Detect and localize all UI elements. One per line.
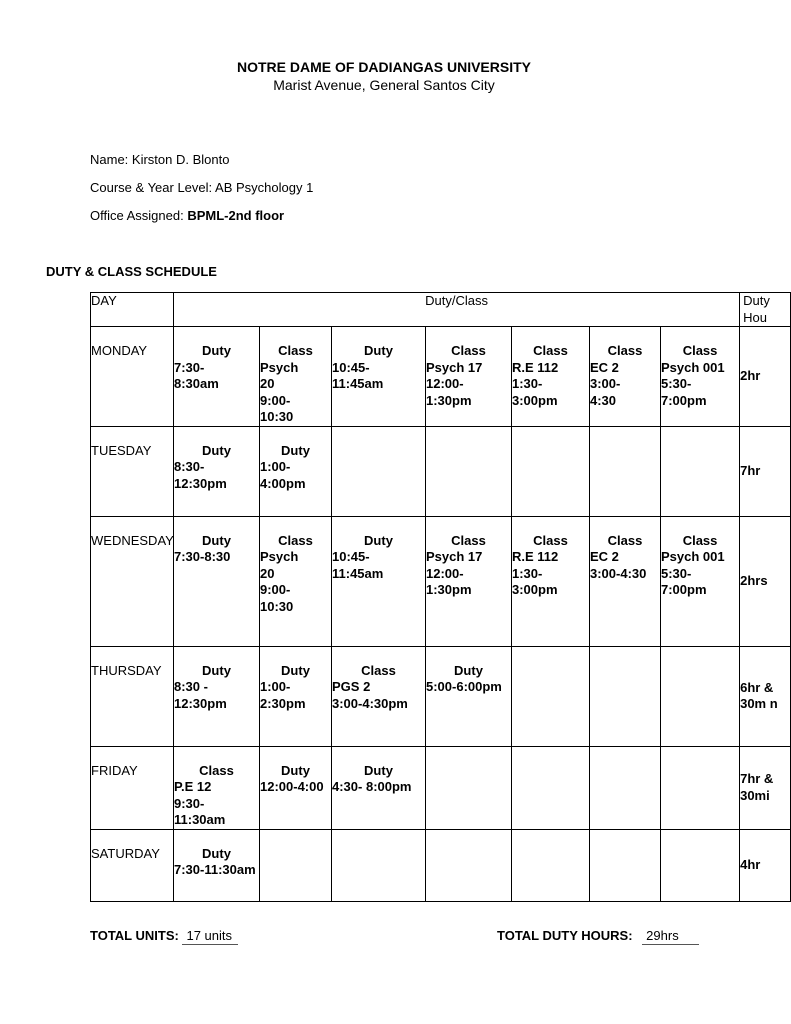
slot-detail: 10:30 [260,598,294,614]
slot-detail: 3:00pm [512,582,558,597]
slot-cell [174,426,260,516]
duty-hours-cell: 2hr [740,327,791,427]
slot-detail: 11:45am [332,565,384,581]
slot-detail: 11:30am [174,812,226,827]
slot-detail: EC 2 [590,549,619,564]
header-row [91,293,791,327]
slot-cell [590,516,661,646]
slot-cell [426,327,512,427]
schedule-row [91,426,791,516]
slot-cell [332,426,426,516]
slot-detail: 1:00- [260,679,291,694]
total-duty-label: TOTAL DUTY HOURS: [497,928,633,943]
slot-detail: 4:30- 8:00pm [332,779,412,794]
slot-detail: Psych [260,359,299,375]
total-duty-hours [497,928,699,945]
slot-detail: 20 [260,565,275,581]
duty-hours-cell: 4hr [740,829,791,901]
header-duty-class: Duty/Class [174,293,740,327]
schedule-row [91,516,791,646]
course-line [90,180,313,195]
slot-type: Class [682,343,718,358]
slot-cell [260,829,332,901]
slot-type: Class [607,532,643,548]
slot-detail: 9:00- [260,582,291,597]
slot-detail: 3:00-4:30 [590,565,647,581]
slot-type: Duty [364,532,393,548]
office-value: BPML-2nd floor [187,208,285,223]
slot-type: Class [278,532,313,548]
slot-cell [426,516,512,646]
slot-cell [332,746,426,829]
slot-cell [590,646,661,746]
slot-type: Duty [202,343,231,358]
header-day: DAY [91,293,174,327]
slot-cell [590,746,661,829]
slot-type: Duty [281,762,310,778]
slot-detail: 7:30-11:30am [174,862,256,877]
slot-type: Duty [281,442,310,458]
course-label: Course & Year Level: [90,180,213,195]
slot-detail: 9:00- [260,392,291,408]
slot-cell [260,327,332,427]
schedule-row [91,746,791,829]
slot-type: Duty [202,442,231,458]
slot-detail: Psych 17 [426,359,483,375]
slot-cell [332,327,426,427]
schedule-row [91,646,791,746]
slot-cell [512,516,590,646]
header-hours: Duty Hou [740,293,791,327]
duty-hours-cell: 6hr & 30m n [740,646,791,746]
schedule-title: DUTY & CLASS SCHEDULE [46,264,217,279]
slot-cell [590,829,661,901]
slot-cell [590,426,661,516]
slot-cell [512,426,590,516]
slot-detail: 10:45- [332,549,370,564]
slot-cell [661,516,740,646]
slot-cell [661,829,740,901]
slot-type: Class [607,343,643,358]
slot-detail: 7:30- [174,359,205,375]
slot-cell [174,327,260,427]
slot-cell [332,646,426,746]
schedule-body [91,327,791,902]
slot-type: Duty [364,762,393,778]
slot-detail: 7:00pm [661,392,707,408]
slot-detail: PGS 2 [332,679,371,694]
total-duty-value: 29hrs [642,928,699,945]
slot-detail: R.E 112 [512,549,559,564]
slot-detail: 12:00-4:00 [260,779,324,794]
slot-detail: 20 [260,376,275,391]
slot-cell [332,516,426,646]
slot-detail: 11:45am [332,376,384,391]
slot-type: Duty [454,662,483,678]
slot-type: Class [451,532,486,548]
office-label: Office Assigned: [90,208,184,223]
slot-cell [174,516,260,646]
slot-detail: 1:30- [512,376,543,391]
slot-detail: 1:30pm [426,582,472,597]
slot-type: Class [682,532,718,548]
day-cell: SATURDAY [91,829,174,901]
slot-detail: 12:00- [426,376,464,391]
slot-detail: 8:30am [174,376,219,391]
slot-type: Class [533,532,568,548]
slot-cell [590,327,661,427]
slot-type: Duty [364,343,393,358]
total-units-value: 17 units [182,928,238,945]
slot-detail: 8:30 - [174,679,208,694]
slot-detail: EC 2 [590,359,619,375]
slot-detail: Psych [260,549,299,564]
slot-detail: 3:00-4:30pm [332,695,408,711]
university-name: NOTRE DAME OF DADIANGAS UNIVERSITY [236,59,531,75]
name-label: Name: [90,152,129,167]
slot-detail: 1:00- [260,459,291,474]
slot-detail: 4:30 [590,392,617,408]
slot-type: Duty [281,662,310,678]
slot-type: Class [451,343,486,358]
slot-type: Class [533,343,568,358]
slot-cell [512,646,590,746]
slot-cell [426,646,512,746]
day-cell: FRIDAY [91,746,174,829]
slot-detail: 1:30pm [426,392,472,408]
slot-type: Class [361,662,396,678]
slot-detail: 2:30pm [260,695,306,711]
slot-detail: 7:30-8:30 [174,549,231,564]
slot-detail: Psych 001 [661,549,725,564]
slot-type: Class [278,343,313,358]
slot-type: Class [199,762,234,778]
slot-cell [174,829,260,901]
slot-detail: 5:30- [661,376,692,391]
slot-cell [426,829,512,901]
slot-type: Duty [202,532,231,548]
slot-detail: 12:30pm [174,695,227,711]
duty-hours-cell: 7hr & 30mi [740,746,791,829]
slot-detail: 12:30pm [174,475,227,491]
day-cell: WEDNESDAY [91,516,174,646]
slot-detail: 7:00pm [661,582,707,597]
slot-cell [661,327,740,427]
slot-detail: 9:30- [174,795,205,811]
slot-detail: Psych 17 [426,549,483,564]
slot-cell [426,746,512,829]
day-cell: MONDAY [91,327,174,427]
schedule-row [91,829,791,901]
slot-cell [426,426,512,516]
total-units [90,928,238,945]
student-name-line [90,152,229,167]
schedule-table [90,292,791,902]
schedule-row [91,327,791,427]
duty-hours-cell: 2hrs [740,516,791,646]
day-cell: THURSDAY [91,646,174,746]
slot-type: Duty [202,662,231,678]
slot-cell [512,746,590,829]
slot-detail: 8:30- [174,459,205,474]
slot-detail: 10:45- [332,359,370,375]
slot-cell [260,646,332,746]
duty-hours-cell: 7hr [740,426,791,516]
university-address: Marist Avenue, General Santos City [273,77,495,93]
slot-cell [512,829,590,901]
slot-detail: 5:30- [661,565,692,581]
slot-detail: 10:30 [260,409,294,424]
slot-cell [512,327,590,427]
slot-cell [260,746,332,829]
slot-cell [332,829,426,901]
student-name: Kirston D. Blonto [131,152,230,167]
slot-cell [661,746,740,829]
slot-cell [174,646,260,746]
slot-detail: R.E 112 [512,359,559,375]
slot-cell [661,426,740,516]
course-value: AB Psychology 1 [215,180,314,195]
total-units-label: TOTAL UNITS: [90,928,179,943]
slot-cell [661,646,740,746]
slot-detail: Psych 001 [661,359,725,375]
office-line [90,208,284,223]
slot-detail: 3:00- [590,376,621,391]
slot-detail: 4:00pm [260,475,306,491]
slot-detail: 5:00-6:00pm [426,679,502,694]
slot-cell [174,746,260,829]
day-cell: TUESDAY [91,426,174,516]
slot-cell [260,426,332,516]
slot-detail: P.E 12 [174,779,212,794]
slot-detail: 1:30- [512,565,543,581]
slot-cell [260,516,332,646]
slot-detail: 12:00- [426,565,464,581]
slot-detail: 3:00pm [512,392,558,408]
slot-type: Duty [202,845,231,861]
